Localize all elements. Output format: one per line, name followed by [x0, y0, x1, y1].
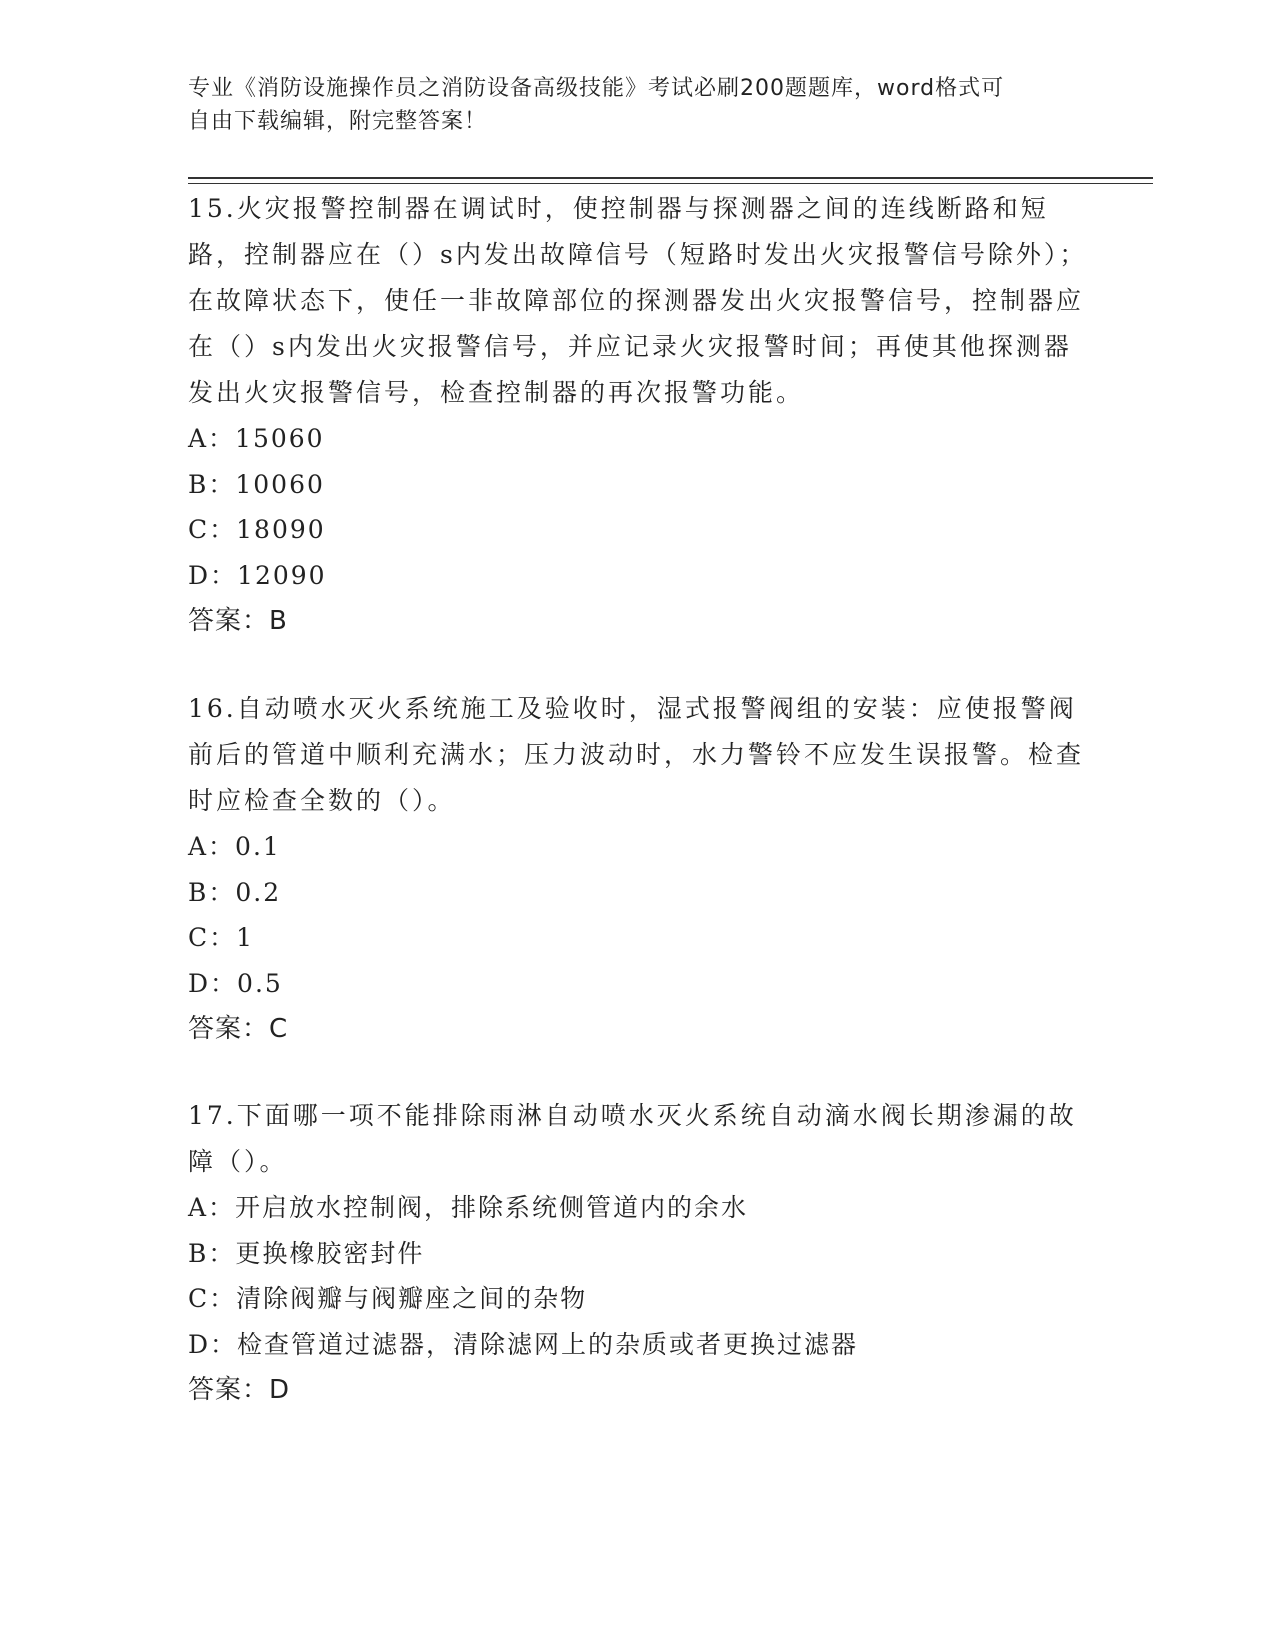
document-header — [188, 72, 1088, 138]
question-stem: 17.下面哪一项不能排除雨淋自动喷水灭火系统自动滴水阀长期渗漏的故障（）。 — [188, 1101, 1077, 1176]
option-a: A：开启放水控制阀，排除系统侧管道内的余水 — [188, 1193, 749, 1222]
question-16 — [188, 686, 1088, 1052]
question-stem: 16.自动喷水灭火系统施工及验收时，湿式报警阀组的安装：应使报警阀前后的管道中顺利充满水；压力波动时，水力警铃不应发生误报警。检查时应检查全数的（）。 — [188, 694, 1085, 815]
question-15 — [188, 186, 1088, 644]
option-b: B：0.2 — [188, 877, 282, 907]
option-c: C：清除阀瓣与阀瓣座之间的杂物 — [188, 1284, 588, 1313]
question-17 — [188, 1093, 1088, 1413]
option-b: B：更换橡胶密封件 — [188, 1238, 425, 1268]
option-c: C：18090 — [188, 515, 326, 544]
option-a: A：0.1 — [188, 832, 281, 861]
header-divider-thin — [188, 183, 1153, 184]
option-d: D：检查管道过滤器，清除滤网上的杂质或者更换过滤器 — [188, 1329, 859, 1359]
answer: 答案：C — [188, 1014, 289, 1044]
header-line-2: 自由下载编辑，附完整答案！ — [188, 109, 488, 134]
answer: 答案：D — [188, 1375, 291, 1405]
option-c: C：1 — [188, 923, 255, 952]
option-b: B：10060 — [188, 469, 325, 499]
option-a: A：15060 — [188, 424, 325, 453]
question-stem: 15.火灾报警控制器在调试时，使控制器与探测器之间的连线断路和短路，控制器应在（）s内发出故障信号（短路时发出火灾报警信号除外）；在故障状态下，使任一非故障部位的探测器发出火灾报警信号，控制器应在（）s内发出火灾报警信号，并应记录火灾报警时间；再使其他探测器发出火灾报警信号，检查控制器的再次报警功能。 — [188, 194, 1088, 407]
answer: 答案：B — [188, 606, 288, 636]
option-d: D：0.5 — [188, 968, 283, 998]
header-line-1: 专业《消防设施操作员之消防设备高级技能》考试必刷200题题库，word格式可 — [188, 76, 1005, 101]
header-divider-thick — [188, 177, 1153, 179]
option-d: D：12090 — [188, 560, 327, 590]
